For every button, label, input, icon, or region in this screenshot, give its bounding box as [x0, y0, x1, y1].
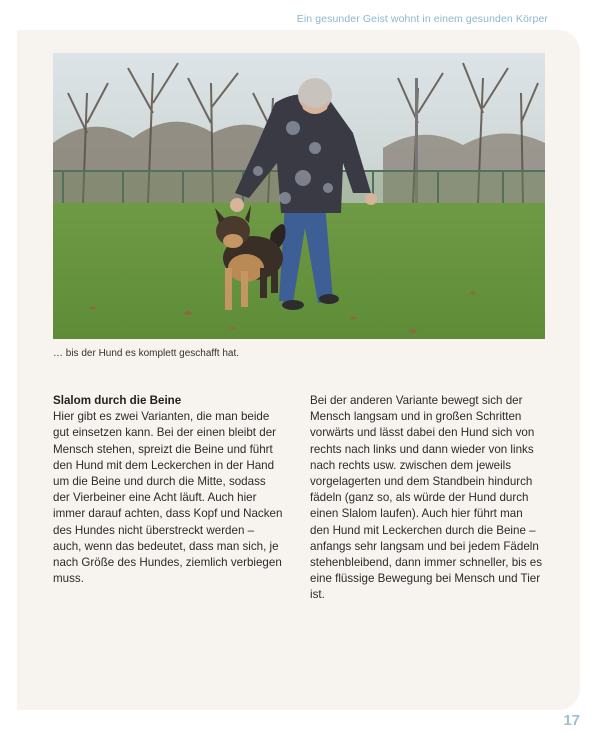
- paragraph-right: Bei der anderen Variante bewegt sich der Mensch langsam und in großen Schritten vorwärts und lässt dabei den Hund sich von rechts nach links und dann wieder von links nach rechts usw. zwischen dem jeweils vorgelagerten und dem Standbein hindurch fädeln (ganz so, als würde der Hund durch einen Slalom laufen). Auch hier führt man den Hund mit Leckerchen durch die Beine – anfangs sehr langsam und bei jedem Fädeln stehenbleibend, dann immer schneller, bis es eine flüssige Bewegung bei Mensch und Tier ist.: [310, 394, 543, 602]
- text-column-right: [310, 393, 542, 604]
- running-head: Ein gesunder Geist wohnt in einem gesunden Körper: [296, 13, 548, 25]
- photo-woman-training-dog: [53, 53, 545, 339]
- page-number: 17: [563, 712, 580, 729]
- photo-caption: … bis der Hund es komplett geschafft hat.: [53, 348, 240, 359]
- section-heading: Slalom durch die Beine: [53, 394, 182, 407]
- paragraph-left: Hier gibt es zwei Varianten, die man beide gut einsetzen kann. Bei der einen bleibt der Mensch stehen, spreizt die Beine und führt den Hund mit dem Leckerchen in der Hand um die Beine und durch die Mitte, sodass der Vierbeiner eine Acht läuft. Auch hier immer darauf achten, dass Kopf und Nacken des Hundes nicht überstreckt werden – auch, wenn das bedeutet, dass man sich, je nach Größe des Hundes, ziemlich verbiegen muss.: [53, 410, 283, 586]
- text-column-left: [53, 393, 285, 587]
